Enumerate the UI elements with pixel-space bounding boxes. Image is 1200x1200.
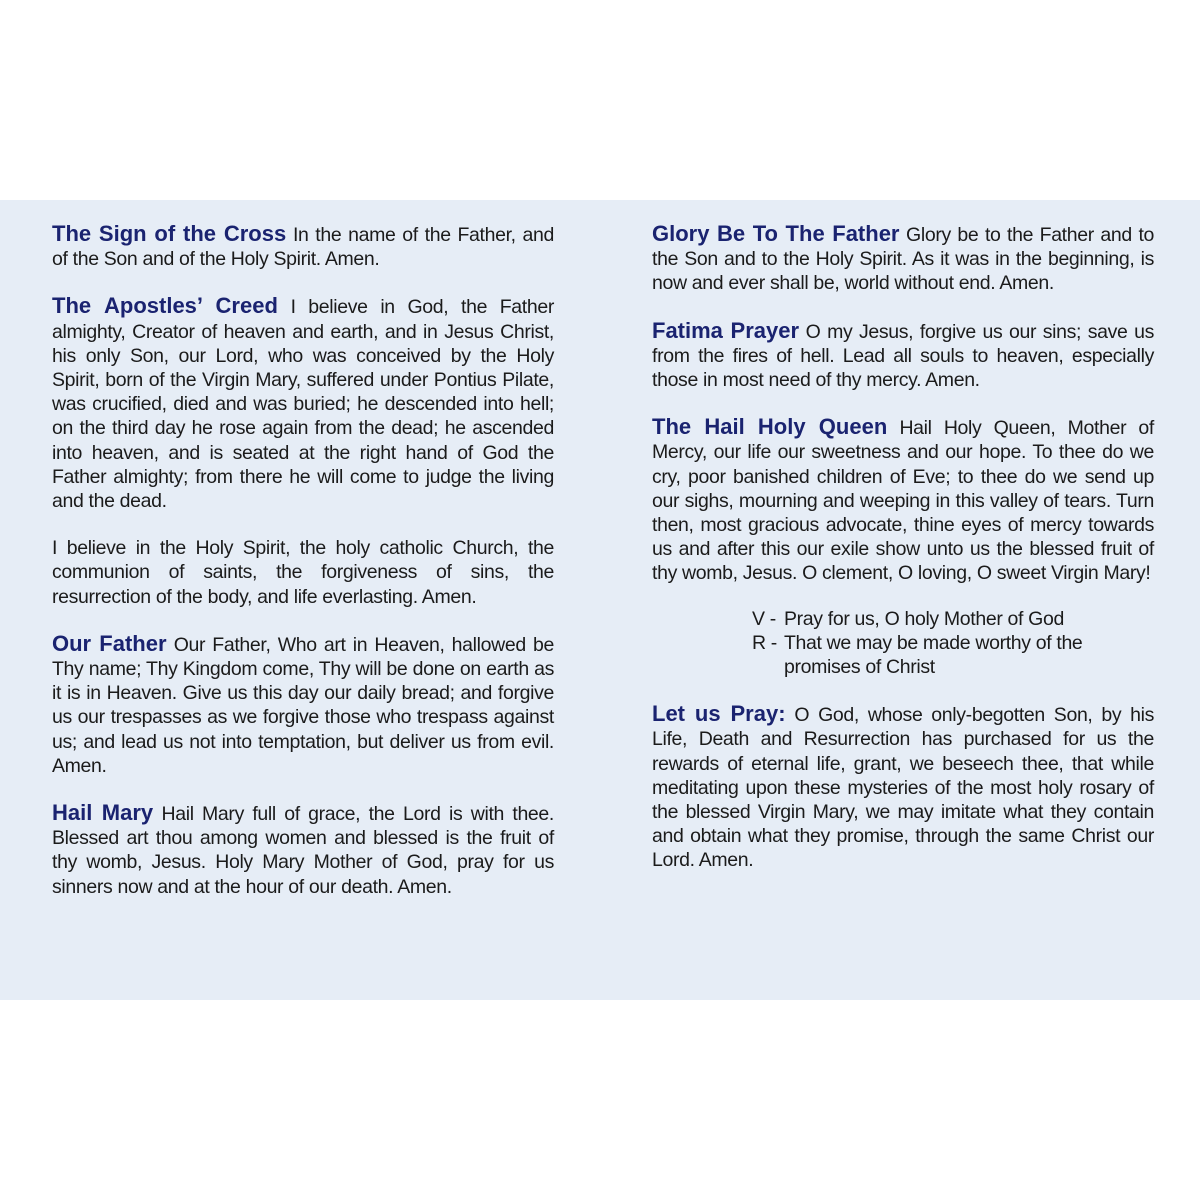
prayer-text: O God, whose only-begotten Son, by his Life, Death and Resurrection has purchased for us the rewards of eternal life, grant, we beseech thee, that while meditating upon these mysteries of the most holy rosary of the blessed Virgin Mary, we may imitate what they contain and obtain what they promise, through the same Christ our Lord. Amen. xyxy=(652,704,1155,872)
prayer-text: Our Father, Who art in Heaven, hallowed be Thy name; Thy Kingdom come, Thy will be done on earth as it is in Heaven. Give us this day our daily bread; and forgive us our trespasses as we forgive those who trespass against us; and lead us not into temptation, but deliver us from evil. Amen. xyxy=(52,633,554,777)
right-column xyxy=(652,222,1154,896)
prayer-text: I believe in God, the Father almighty, Creator of heaven and earth, and in Jesus Christ, his only Son, our Lord, who was conceived by the Holy Spirit, born of the Virgin Mary, suffered under Pontius Pilate, was crucified, died and was buried; he descended into hell; on the third day he rose again from the dead; he ascended into heaven, and is seated at the right hand of God the Father almighty; from there he will come to judge the living and the dead. xyxy=(52,296,554,513)
prayer-apostles-creed xyxy=(52,294,554,608)
versicle-response xyxy=(752,607,1154,680)
prayer-text: Glory be to the Father and to the Son and to the Holy Spirit. As it was in the beginning, is now and ever shall be, world without end. Amen. xyxy=(652,224,1155,295)
prayer-title: Hail Mary xyxy=(52,800,154,826)
prayer-sign-of-the-cross xyxy=(52,222,554,271)
prayer-text: O my Jesus, forgive us our sins; save us from the fires of hell. Lead all souls to heaven, especially those in most need of thy mercy. Amen. xyxy=(652,320,1154,392)
response-tag: R - xyxy=(752,631,777,654)
prayer-hail-mary xyxy=(52,801,554,899)
prayer-let-us-pray xyxy=(652,702,1154,872)
prayer-text-continued: I believe in the Holy Spirit, the holy catholic Church, the communion of saints, the forgiveness of sins, the resurrection of the body, and life everlasting. Amen. xyxy=(52,537,554,608)
prayer-title: Our Father xyxy=(52,630,167,656)
prayer-text: Hail Mary full of grace, the Lord is with thee. Blessed art thou among women and blessed is the fruit of thy womb, Jesus. Holy Mary Mother of God, pray for us sinners now and at the hour of our death. Amen. xyxy=(52,803,554,898)
prayer-title: The Sign of the Cross xyxy=(52,221,287,246)
prayer-title: Glory Be To The Father xyxy=(652,221,900,246)
prayer-hail-holy-queen xyxy=(652,415,1154,585)
response-line xyxy=(752,631,1154,679)
versicle-line xyxy=(752,607,1154,631)
prayer-fatima xyxy=(652,319,1154,393)
left-column xyxy=(52,222,554,922)
versicle-text: Pray for us, O holy Mother of God xyxy=(784,607,1064,630)
response-text: That we may be made worthy of the promises of Christ xyxy=(784,631,1083,679)
prayer-title: Fatima Prayer xyxy=(652,317,800,343)
prayer-glory-be xyxy=(652,222,1154,296)
versicle-tag: V - xyxy=(752,607,776,630)
prayer-our-father xyxy=(52,632,554,778)
prayer-text: In the name of the Father, and of the Son and of the Holy Spirit. Amen. xyxy=(52,224,554,271)
prayer-title: The Hail Holy Queen xyxy=(652,414,888,440)
prayer-text: Hail Holy Queen, Mother of Mercy, our life our sweetness and our hope. To thee do we cry, poor banished children of Eve; to thee do we send up our sighs, mourning and weeping in this valley of tears. Turn then, most gracious advocate, thine eyes of mercy towards us and after this our exile show unto us the blessed fruit of thy womb, Jesus. O clement, O loving, O sweet Virgin Mary! xyxy=(652,417,1154,585)
prayer-title: Let us Pray: xyxy=(652,701,786,727)
prayer-title: The Apostles’ Creed xyxy=(52,293,278,319)
